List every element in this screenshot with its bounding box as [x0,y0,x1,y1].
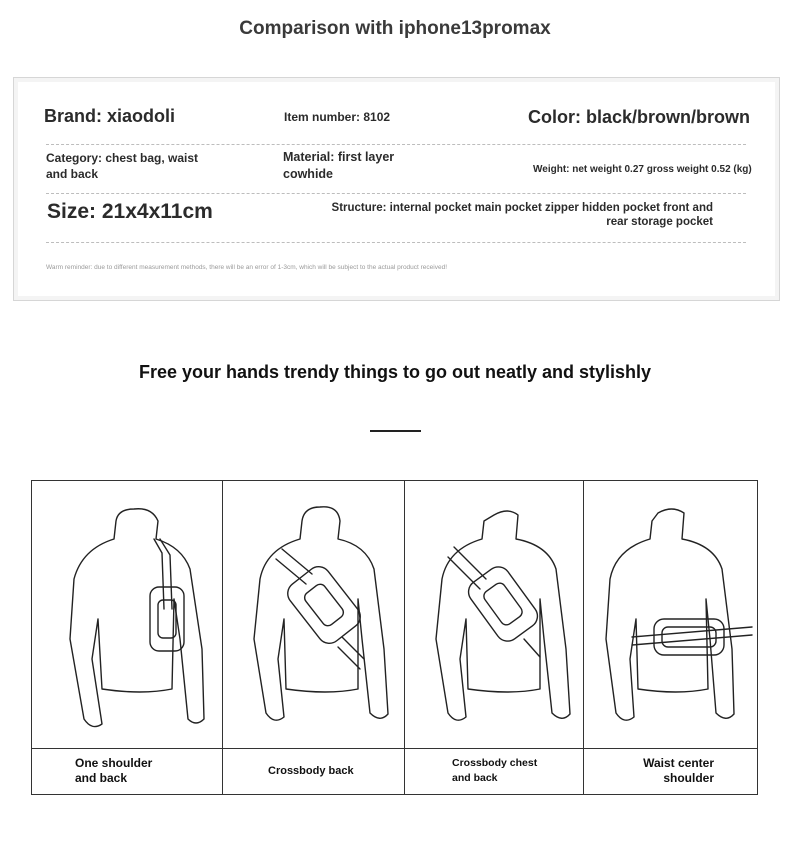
warm-reminder: Warm reminder: due to different measurement methods, there will be an error of 1-3cm, which will be subject to the actual product received! [46,264,448,271]
weight-label: Weight: net weight 0.27 gross weight 0.52 (kg) [533,164,752,175]
caption-line-2: and back [452,772,498,784]
caption-line-2: and back [75,771,128,785]
style-caption-one-shoulder [75,756,152,786]
material-line-1: Material: first layer [283,150,395,164]
structure-line-1: Structure: internal pocket main pocket zipper hidden pocket front and [331,202,713,214]
section-divider [370,430,421,432]
caption-line-2: shoulder [663,771,714,785]
page-title: Comparison with iphone13promax [239,18,551,39]
mannequin-waist-icon [602,499,762,734]
color-label: Color: black/brown/brown [528,107,751,127]
mannequin-one-shoulder-icon [52,499,212,734]
divider-dashed [46,144,746,145]
brand-label: Brand: xiaodoli [44,106,176,126]
wearing-styles-grid [31,480,758,795]
category-label [46,150,198,182]
style-caption-crossbody-back [268,764,354,779]
mannequin-crossbody-back-icon [242,499,402,734]
caption-line-1: Waist center [643,756,714,770]
grid-divider [32,748,757,749]
material-label [283,149,394,183]
divider-dashed [46,242,746,243]
category-line-1: Category: chest bag, waist [46,151,199,165]
mannequin-crossbody-chest-icon [424,499,584,734]
material-line-2: cowhide [283,167,334,181]
structure-label [292,201,713,229]
divider-dashed [46,193,746,194]
item-number-label: Item number: 8102 [284,110,391,124]
tagline: Free your hands trendy things to go out neatly and stylishly [138,362,652,382]
style-caption-waist [624,756,714,786]
style-caption-crossbody-chest [452,756,537,786]
structure-line-2: rear storage pocket [606,216,713,228]
caption-line-1: One shoulder [75,756,153,770]
caption-line-1: Crossbody back [268,765,354,777]
size-label: Size: 21x4x11cm [47,200,213,223]
caption-line-1: Crossbody chest [452,757,538,769]
category-line-2: and back [46,167,99,181]
